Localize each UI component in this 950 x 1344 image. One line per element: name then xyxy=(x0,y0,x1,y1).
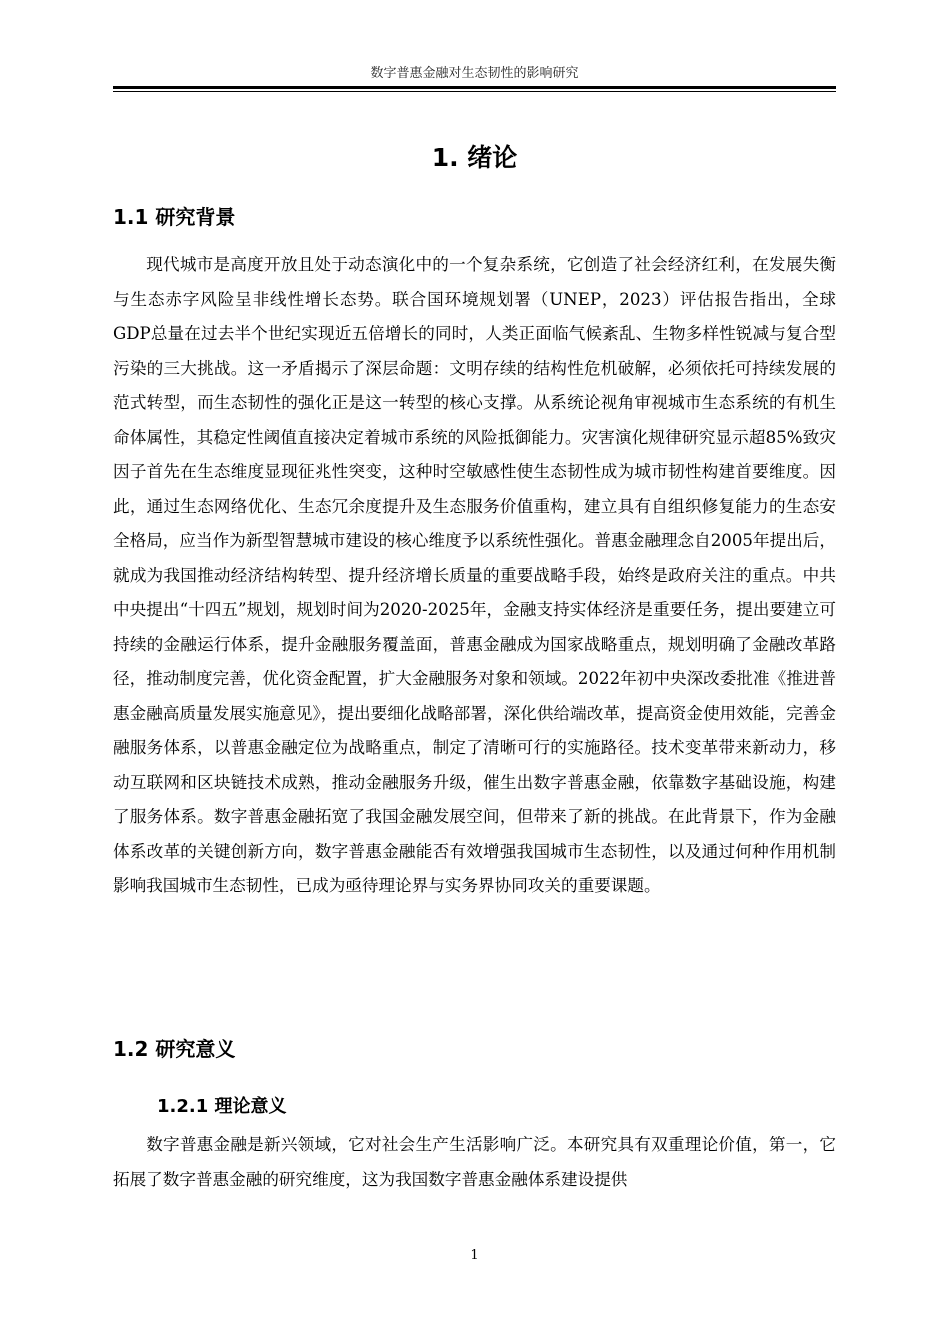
page-number: 1 xyxy=(470,1248,479,1263)
paragraph-background: 现代城市是高度开放且处于动态演化中的一个复杂系统，它创造了社会经济红利，在发展失衡与生态赤字风险呈非线性增长态势。联合国环境规划署（UNEP，2023）评估报告指出，全球GDP总量在过去半个世纪实现近五倍增长的同时，人类正面临气候紊乱、生物多样性锐减与复合型污染的三大挑战。这一矛盾揭示了深层命题：文明存续的结构性危机破解，必须依托可持续发展的范式转型，而生态韧性的强化正是这一转型的核心支撑。从系统论视角审视城市生态系统的有机生命体属性，其稳定性阈值直接决定着城市系统的风险抵御能力。灾害演化规律研究显示超85%致灾因子首先在生态维度显现征兆性突变，这种时空敏感性使生态韧性成为城市韧性构建首要维度。因此，通过生态网络优化、生态冗余度提升及生态服务价值重构，建立具有自组织修复能力的生态安全格局，应当作为新型智慧城市建设的核心维度予以系统性强化。普惠金融理念自2005年提出后，就成为我国推动经济结构转型、提升经济增长质量的重要战略手段，始终是政府关注的重点。中共中央提出“十四五”规划，规划时间为2020-2025年，金融支持实体经济是重要任务，提出要建立可持续的金融运行体系，提升金融服务覆盖面，普惠金融成为国家战略重点，规划明确了金融改革路径，推动制度完善，优化资金配置，扩大金融服务对象和领域。2022年初中央深改委批准《推进普惠金融高质量发展实施意见》，提出要细化战略部署，深化供给端改革，提高资金使用效能，完善金融服务体系，以普惠金融定位为战略重点，制定了清晰可行的实施路径。技术变革带来新动力，移动互联网和区块链技术成熟，推动金融服务升级，催生出数字普惠金融，依靠数字基础设施，构建了服务体系。数字普惠金融拓宽了我国金融发展空间，但带来了新的挑战。在此背景下，作为金融体系改革的关键创新方向，数字普惠金融能否有效增强我国城市生态韧性，以及通过何种作用机制影响我国城市生态韧性，已成为亟待理论界与实务界协同攻关的重要课题。 xyxy=(113,255,836,895)
running-header: 数字普惠金融对生态韧性的影响研究 xyxy=(370,66,579,81)
header-rule-thick xyxy=(113,86,836,89)
chapter-title: 1. 绪论 xyxy=(431,143,518,172)
section-title-background: 1.1 研究背景 xyxy=(113,205,236,229)
header-rule-thin xyxy=(113,91,836,92)
section-title-significance: 1.2 研究意义 xyxy=(113,1037,236,1061)
paragraph-theoretical: 数字普惠金融是新兴领域，它对社会生产生活影响广泛。本研究具有双重理论价值，第一，它拓展了数字普惠金融的研究维度，这为我国数字普惠金融体系建设提供 xyxy=(113,1135,836,1189)
subsection-title-theoretical: 1.2.1 理论意义 xyxy=(157,1096,287,1117)
